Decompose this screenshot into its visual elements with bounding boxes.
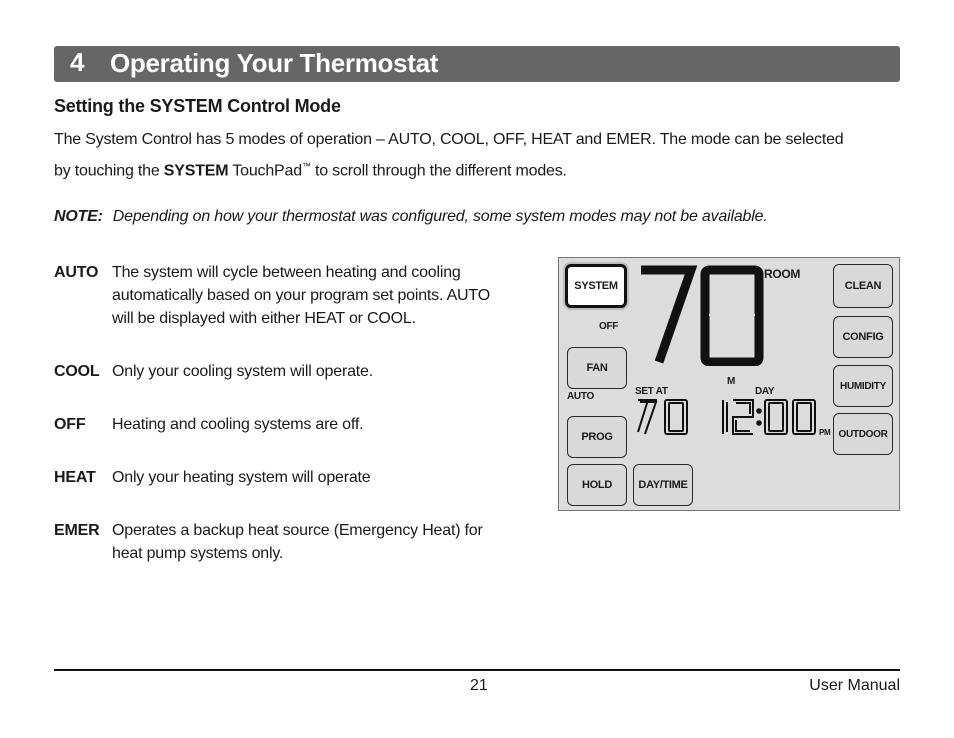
note-text: Depending on how your thermostat was configured, some system modes may not be available. [112,208,768,225]
section-title: Setting the SYSTEM Control Mode [54,96,341,116]
trademark: ™ [301,161,311,171]
mode-desc: Heating and cooling systems are off. [112,416,364,433]
daytime-button[interactable]: DAY/TIME [633,464,693,506]
auto-label: AUTO [567,391,594,402]
intro-line-1: The System Control has 5 modes of operation – AUTO, COOL, OFF, HEAT and EMER. The mode can be selected [54,131,844,148]
note-label: NOTE: [54,208,103,225]
day-label: DAY [755,386,775,397]
chapter-number: 4 [70,47,85,77]
mode-key: EMER [54,522,100,539]
room-label: ROOM [764,267,801,281]
room-temp-readout [637,264,765,366]
outdoor-button[interactable]: OUTDOOR [833,413,893,455]
mode-desc: Only your heating system will operate [112,469,371,486]
mode-key: COOL [54,363,100,380]
note [54,208,768,226]
pm-label: PM [819,428,831,437]
mode-key: AUTO [54,264,99,281]
system-button[interactable]: SYSTEM [565,264,627,308]
chapter-title: Operating Your Thermostat [110,48,439,78]
intro-text: by touching the [54,162,164,180]
intro-text: to scroll through the different modes. [310,162,567,180]
mode-desc: The system will cycle between heating and cooling automatically based on your program set points. AUTO will be displayed with either HEAT or COOL. [112,264,490,327]
intro-text: TouchPad [228,162,302,180]
manual-label: User Manual [809,677,900,694]
mode-key: OFF [54,416,86,433]
mode-desc: Operates a backup heat source (Emergency Heat) for heat pump systems only. [112,522,483,562]
mode-desc: Only your cooling system will operate. [112,363,373,380]
mode-key: HEAT [54,469,96,486]
config-button[interactable]: CONFIG [833,316,893,358]
fan-button[interactable]: FAN [567,347,627,389]
humidity-button[interactable]: HUMIDITY [833,365,893,407]
footer-divider [54,669,900,671]
page-number: 21 [470,677,488,694]
thermostat-display [558,257,900,511]
set-temp-readout [635,398,691,436]
prog-button[interactable]: PROG [567,416,627,458]
m-label: M [727,376,736,387]
system-keyword: SYSTEM [163,162,229,180]
set-at-label: SET AT [635,386,668,397]
off-label: OFF [599,321,619,332]
time-readout [717,398,819,436]
intro-line-2 [54,153,567,184]
hold-button[interactable]: HOLD [567,464,627,506]
clean-button[interactable]: CLEAN [833,264,893,308]
chapter-banner [54,46,900,82]
